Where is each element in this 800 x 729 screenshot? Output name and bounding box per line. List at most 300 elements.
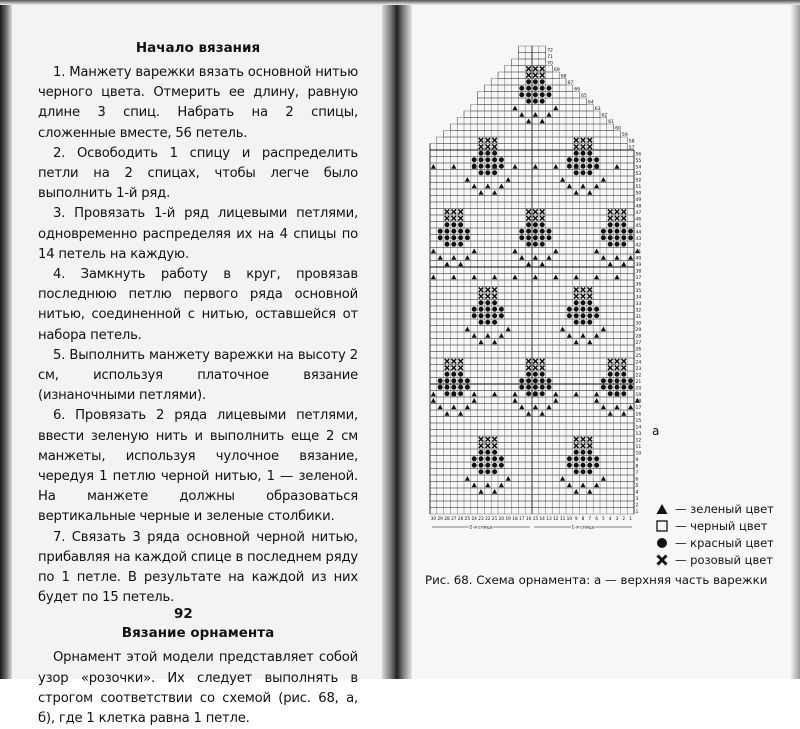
chart-triangle: [465, 255, 470, 260]
chart-circle: [581, 469, 586, 474]
knitting-chart: [426, 44, 644, 564]
chart-circle: [587, 463, 592, 468]
row-label: 38: [635, 269, 642, 275]
chart-triangle: [506, 476, 511, 481]
chart-circle: [587, 151, 592, 156]
column-label: 30: [430, 517, 437, 522]
chart-cross: [581, 287, 586, 292]
chart-circle: [621, 391, 626, 396]
chart-circle: [581, 456, 586, 461]
column-label: 21: [491, 517, 498, 522]
chart-cross: [540, 73, 545, 78]
chart-circle: [608, 372, 613, 377]
page-shadow-left: [0, 0, 12, 679]
knitting-chart-svg: [426, 44, 644, 564]
chart-cross: [479, 443, 484, 448]
column-label: 26: [457, 517, 464, 522]
chart-circle: [485, 469, 490, 474]
chart-triangle: [533, 112, 538, 117]
chart-triangle: [533, 255, 538, 260]
chart-triangle: [431, 164, 436, 169]
row-label: 43: [635, 237, 642, 243]
chart-circle: [581, 300, 586, 305]
chart-cross: [540, 365, 545, 370]
chart-cross: [526, 209, 531, 214]
chart-circle: [628, 378, 633, 383]
chart-circle: [533, 235, 538, 240]
chart-circle: [479, 164, 484, 169]
chart-cross: [581, 437, 586, 442]
chart-triangle: [580, 483, 585, 488]
chart-cross: [533, 66, 538, 71]
chart-triangle: [485, 184, 490, 189]
column-label: 19: [505, 517, 511, 522]
chart-triangle: [431, 249, 436, 254]
chart-circle: [574, 300, 579, 305]
chart-triangle: [431, 392, 436, 397]
chart-triangle: [614, 405, 619, 410]
chart-cross: [452, 365, 457, 370]
chart-circle: [574, 307, 579, 312]
chart-cross: [486, 287, 491, 292]
chart-circle: [587, 164, 592, 169]
chart-circle: [567, 456, 572, 461]
chart-circle: [621, 372, 626, 377]
chart-triangle: [465, 327, 470, 332]
chart-circle: [601, 229, 606, 234]
chart-circle: [615, 222, 620, 227]
cross-icon: [655, 553, 671, 567]
legend-text: — зеленый цвет: [675, 501, 774, 516]
row-label: 6: [635, 477, 639, 483]
chart-cross: [479, 144, 484, 149]
chart-cross: [581, 443, 586, 448]
chart-triangle: [628, 405, 633, 410]
chart-triangle: [628, 255, 633, 260]
chart-circle: [519, 92, 524, 97]
chart-circle: [445, 242, 450, 247]
chart-cross: [452, 216, 457, 221]
chart-circle: [479, 469, 484, 474]
chart-circle: [492, 450, 497, 455]
column-label: 16: [525, 517, 532, 522]
chart-cross: [608, 209, 613, 214]
row-label: 37: [635, 276, 642, 282]
row-label: 3: [635, 497, 639, 503]
paragraph: 3. Провязать 1-й ряд лицевыми петлями, одновременно распределяя их на 4 спицы по 14 петель на каждую.: [38, 206, 358, 262]
chart-triangle: [614, 255, 619, 260]
chart-circle: [601, 378, 606, 383]
column-label: 23: [478, 517, 484, 522]
column-label: 7: [588, 517, 592, 522]
chart-triangle: [472, 249, 477, 254]
chart-circle: [526, 372, 531, 377]
column-label: 12: [553, 517, 559, 522]
chart-triangle: [546, 255, 551, 260]
row-label: 45: [635, 224, 642, 230]
chart-circle: [445, 391, 450, 396]
row-label: 53: [635, 172, 642, 178]
chart-cross: [574, 437, 579, 442]
row-label: 39: [635, 263, 642, 269]
chart-circle: [465, 385, 470, 390]
chart-circle: [615, 235, 620, 240]
chart-circle: [574, 151, 579, 156]
chart-triangle: [431, 275, 436, 280]
row-label: 61: [608, 120, 615, 126]
row-label: 2: [635, 503, 639, 509]
chart-circle: [587, 450, 592, 455]
chart-cross: [492, 437, 497, 442]
chart-circle: [472, 157, 477, 162]
chart-triangle: [512, 398, 517, 403]
chart-circle: [540, 86, 545, 91]
row-label: 11: [635, 445, 642, 451]
chart-circle: [628, 385, 633, 390]
chart-circle: [540, 222, 545, 227]
chart-triangle: [506, 177, 511, 182]
chart-circle: [615, 242, 620, 247]
chart-circle: [615, 229, 620, 234]
chart-circle: [451, 372, 456, 377]
row-label: 15: [635, 419, 642, 425]
row-label: 26: [635, 347, 642, 353]
chart-triangle: [601, 405, 606, 410]
column-label: 8: [581, 517, 585, 522]
row-label: 33: [635, 302, 642, 308]
row-label: 67: [567, 81, 574, 87]
column-label: 28: [444, 517, 450, 522]
row-label: 51: [635, 185, 642, 191]
row-label: 64: [587, 100, 594, 106]
chart-circle: [533, 229, 538, 234]
chart-circle: [492, 300, 497, 305]
chart-circle: [581, 157, 586, 162]
row-label: 4: [635, 490, 639, 496]
row-label: 66: [574, 87, 581, 93]
chart-triangle: [601, 177, 606, 182]
chart-triangle: [526, 411, 531, 416]
row-label: 70: [547, 61, 553, 67]
chart-circle: [581, 463, 586, 468]
chart-triangle: [519, 405, 524, 410]
chart-triangle: [472, 483, 477, 488]
chart-circle: [587, 313, 592, 318]
chart-circle: [567, 463, 572, 468]
column-label: 25: [464, 517, 471, 522]
column-label: 15: [532, 517, 539, 522]
row-label: 35: [635, 289, 642, 295]
chart-triangle: [519, 112, 524, 117]
column-label: 6: [595, 517, 598, 522]
row-label: 25: [635, 354, 642, 360]
legend-item-green: [655, 500, 774, 517]
chart-cross: [588, 294, 593, 299]
chart-cross: [492, 287, 497, 292]
chart-triangle: [594, 333, 599, 338]
chart-triangle: [478, 340, 483, 345]
chart-circle: [492, 313, 497, 318]
chart-cross: [458, 209, 463, 214]
chart-triangle: [608, 411, 613, 416]
chart-circle: [526, 391, 531, 396]
chart-circle: [438, 235, 443, 240]
legend-item-red: [655, 534, 774, 551]
chart-cross: [458, 216, 463, 221]
chart-circle: [519, 86, 524, 91]
chart-circle: [587, 456, 592, 461]
row-label: 36: [635, 282, 642, 288]
chart-cross: [540, 359, 545, 364]
row-label: 72: [547, 48, 553, 54]
chart-circle: [594, 456, 599, 461]
chart-circle: [594, 313, 599, 318]
chart-circle: [492, 463, 497, 468]
chart-circle: [438, 229, 443, 234]
chart-circle: [479, 456, 484, 461]
chart-circle: [540, 385, 545, 390]
row-label: 69: [553, 68, 560, 74]
row-label: 24: [635, 360, 642, 366]
row-label: 34: [635, 295, 642, 301]
chart-circle: [540, 378, 545, 383]
chart-triangle: [478, 190, 483, 195]
chart-legend: [655, 500, 774, 568]
chart-circle: [608, 242, 613, 247]
chart-cross: [486, 443, 491, 448]
chart-circle: [594, 307, 599, 312]
chart-circle: [615, 372, 620, 377]
legend-item-pink: [655, 551, 774, 568]
chart-circle: [547, 92, 552, 97]
chart-circle: [526, 92, 531, 97]
chart-circle: [445, 385, 450, 390]
row-label: 29: [635, 328, 642, 334]
chart-cross: [479, 138, 484, 143]
chart-cross: [574, 294, 579, 299]
chart-triangle: [621, 411, 626, 416]
chart-circle: [519, 385, 524, 390]
chart-cross: [533, 359, 538, 364]
chart-circle: [581, 151, 586, 156]
chart-cross: [526, 359, 531, 364]
chart-circle: [519, 235, 524, 240]
chart-triangle: [485, 333, 490, 338]
row-label: 17: [635, 406, 642, 412]
chart-triangle: [499, 184, 504, 189]
chart-circle: [621, 378, 626, 383]
row-label: 16: [635, 412, 642, 418]
chart-circle: [472, 463, 477, 468]
chart-circle: [526, 385, 531, 390]
chart-circle: [458, 391, 463, 396]
chart-cross: [574, 443, 579, 448]
chart-triangle: [451, 405, 456, 410]
chart-cross: [458, 365, 463, 370]
chart-circle: [451, 242, 456, 247]
column-label: 17: [519, 517, 525, 522]
chart-circle: [540, 99, 545, 104]
chart-cross: [533, 365, 538, 370]
chart-cross: [574, 138, 579, 143]
chart-triangle: [580, 184, 585, 189]
chart-cross: [486, 144, 491, 149]
chart-row: [430, 144, 627, 151]
chart-cross: [608, 359, 613, 364]
chart-triangle: [465, 405, 470, 410]
chart-triangle: [580, 333, 585, 338]
row-label: 19: [635, 393, 642, 399]
chart-triangle: [485, 483, 490, 488]
chart-triangle: [594, 392, 599, 397]
chart-triangle: [472, 184, 477, 189]
chart-circle: [479, 157, 484, 162]
chart-circle: [587, 320, 592, 325]
chart-circle: [465, 378, 470, 383]
section-heading-ornament: Вязание орнамента: [121, 625, 275, 642]
chart-cross: [615, 216, 620, 221]
chart-circle: [485, 157, 490, 162]
chart-circle: [472, 307, 477, 312]
chart-triangle: [519, 255, 524, 260]
row-label: 5: [635, 484, 639, 490]
chart-cross: [526, 73, 531, 78]
row-label: 14: [635, 425, 642, 431]
chart-circle: [492, 456, 497, 461]
chart-cross: [445, 209, 450, 214]
chart-circle: [458, 242, 463, 247]
row-label: 20: [635, 386, 642, 392]
chart-cross: [588, 144, 593, 149]
chart-triangle: [533, 405, 538, 410]
chart-circle: [451, 385, 456, 390]
chart-cross: [581, 138, 586, 143]
chart-circle: [499, 456, 504, 461]
chart-cross: [540, 209, 545, 214]
chart-triangle: [444, 411, 449, 416]
chart-triangle: [492, 489, 497, 494]
row-label: 50: [635, 191, 642, 197]
chart-triangle: [451, 164, 456, 169]
row-label: 32: [635, 308, 642, 314]
chart-circle: [574, 469, 579, 474]
chart-circle: [438, 385, 443, 390]
needle-label: 1-я спица: [571, 525, 595, 531]
chart-circle: [608, 391, 613, 396]
row-label: 57: [628, 146, 635, 152]
column-label: 22: [485, 517, 491, 522]
paragraph: 6. Провязать 2 ряда лицевыми петлями, ввести зеленую нить и выполнить еще 2 см манжеты, используя чулочное вязание, чередуя 1 петлю черной нитью, 1 — зеленой. На манжете должны образоваться вертикальные черные и зеленые столбики.: [38, 408, 358, 525]
chart-triangle: [621, 262, 626, 267]
chart-circle: [485, 320, 490, 325]
chart-circle: [445, 378, 450, 383]
chart-circle: [445, 235, 450, 240]
row-label: 58: [628, 139, 635, 145]
chart-circle: [451, 235, 456, 240]
row-label: 63: [594, 107, 601, 113]
chart-cross: [445, 216, 450, 221]
column-label: 29: [437, 517, 443, 522]
chart-triangle: [608, 262, 613, 267]
chart-circle: [621, 222, 626, 227]
chart-circle: [458, 222, 463, 227]
chart-triangle: [560, 476, 565, 481]
chart-circle: [533, 99, 538, 104]
chart-circle: [485, 456, 490, 461]
chart-triangle: [533, 275, 538, 280]
chart-triangle: [438, 405, 443, 410]
chart-row: [512, 59, 546, 66]
row-label: 41: [635, 250, 642, 256]
column-label: 9: [574, 517, 578, 522]
chart-circle: [594, 463, 599, 468]
chart-cross: [574, 144, 579, 149]
chart-circle: [492, 157, 497, 162]
chart-circle: [567, 157, 572, 162]
chart-triangle: [465, 177, 470, 182]
chart-triangle: [614, 164, 619, 169]
chart-triangle: [574, 392, 579, 397]
chart-circle: [574, 450, 579, 455]
column-label: 2: [622, 517, 626, 522]
chart-cross: [526, 365, 531, 370]
row-label: 52: [635, 178, 642, 184]
chart-circle: [485, 170, 490, 175]
paragraph: 7. Связать 3 ряда основной черной нитью, прибавляя на каждой спице в последнем ряду по 1 петле. В результате на каждой из них будет по 15 петель.: [38, 529, 358, 606]
chart-cross: [526, 66, 531, 71]
row-label: 22: [635, 373, 642, 379]
legend-text: — черный цвет: [675, 518, 768, 533]
chart-circle: [540, 372, 545, 377]
chart-circle: [615, 385, 620, 390]
chart-triangle: [492, 275, 497, 280]
chart-circle: [621, 385, 626, 390]
chart-circle: [492, 320, 497, 325]
chart-cross: [526, 216, 531, 221]
chart-triangle: [512, 164, 517, 169]
chart-circle: [458, 378, 463, 383]
chart-circle: [485, 313, 490, 318]
chart-circle: [547, 229, 552, 234]
row-label: 13: [635, 432, 642, 438]
chart-triangle: [594, 483, 599, 488]
chart-triangle: [492, 392, 497, 397]
chart-circle: [547, 235, 552, 240]
chart-circle: [628, 229, 633, 234]
column-label: 18: [512, 517, 518, 522]
chart-triangle: [506, 327, 511, 332]
chart-circle: [526, 99, 531, 104]
row-label: 49: [635, 198, 642, 204]
chart-circle: [485, 307, 490, 312]
chart-circle: [581, 164, 586, 169]
paragraph: 1. Манжету варежки вязать основной нитью черного цвета. Отмерить ее длину, равную длине 3 спиц. Набрать на 2 спицы, сложенные вместе, 56 петель.: [38, 65, 358, 141]
chart-circle: [533, 385, 538, 390]
chart-circle: [587, 170, 592, 175]
chart-cross: [574, 287, 579, 292]
chart-cross: [622, 365, 627, 370]
chart-circle: [492, 307, 497, 312]
row-label: 23: [635, 367, 642, 373]
chart-circle: [581, 320, 586, 325]
page-shadow-right: [790, 0, 800, 679]
chart-circle: [479, 313, 484, 318]
figure-label: а: [652, 424, 660, 438]
row-label: 46: [635, 217, 642, 223]
page-number: 92: [174, 606, 193, 622]
row-label: 54: [635, 165, 642, 171]
chart-cross: [615, 359, 620, 364]
